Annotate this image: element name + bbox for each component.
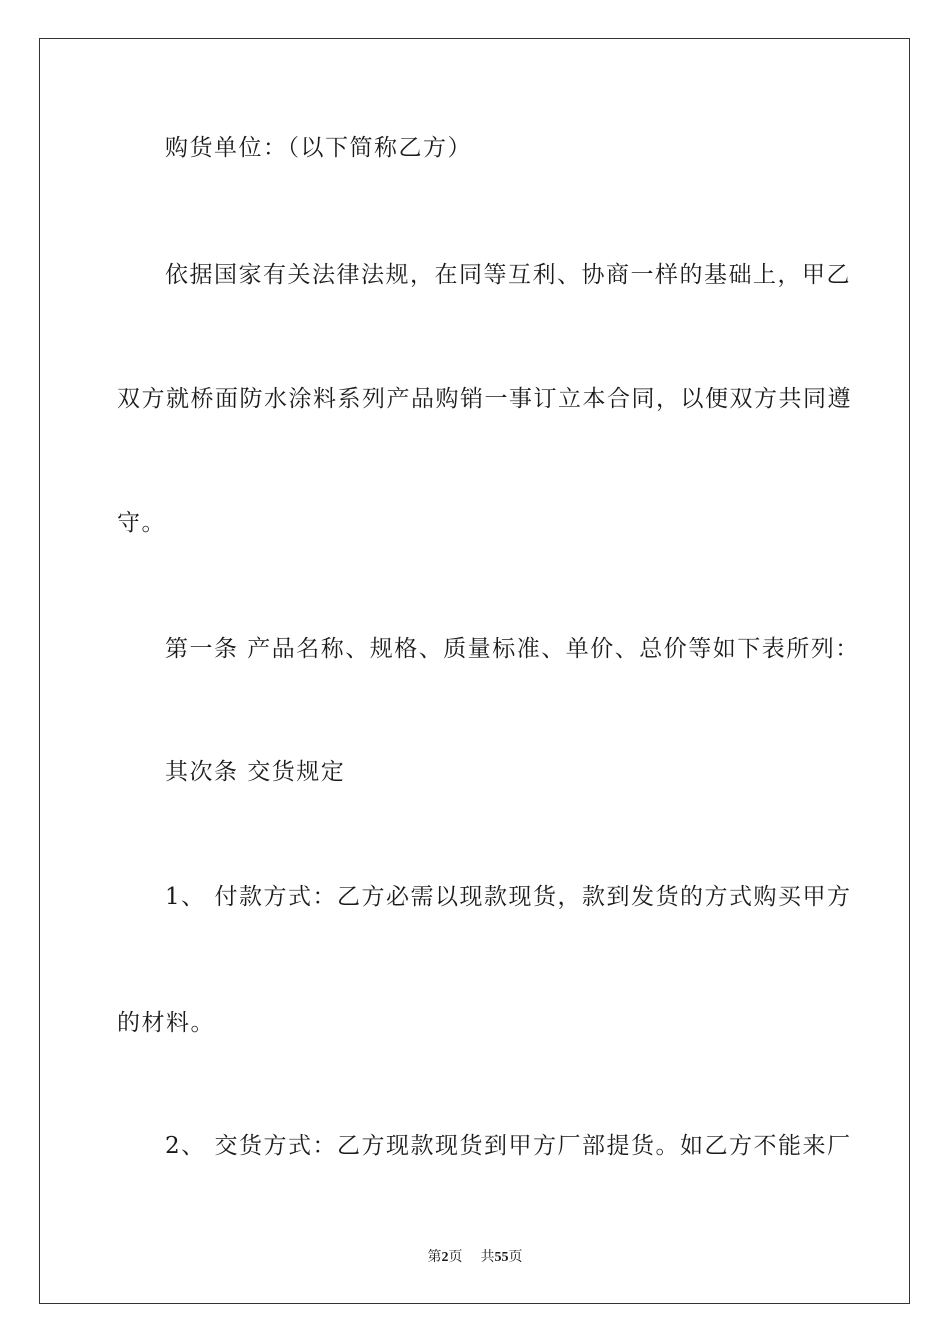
article-2-heading: 其次条 交货规定 <box>165 759 346 785</box>
clause-2-line-1: 2、 交货方式：乙方现款现货到甲方厂部提货。如乙方不能来厂 <box>165 1133 852 1159</box>
paragraph-intro-line-2: 双方就桥面防水涂料系列产品购销一事订立本合同，以便双方共同遵 <box>117 386 852 412</box>
footer-page-prefix: 第 <box>427 1250 442 1265</box>
footer-total-pages: 55 <box>494 1250 509 1265</box>
footer-page-number: 2 <box>441 1250 449 1265</box>
page-footer <box>0 1246 950 1266</box>
page-border <box>39 38 910 1304</box>
clause-1-line-2: 的材料。 <box>117 1010 215 1036</box>
clause-1-line-1: 1、 付款方式：乙方必需以现款现货，款到发货的方式购买甲方 <box>165 884 852 910</box>
footer-total-suffix: 页 <box>508 1250 523 1265</box>
article-1-heading: 第一条 产品名称、规格、质量标准、单价、总价等如下表所列： <box>165 636 860 662</box>
purchaser-line: 购货单位：（以下简称乙方） <box>165 135 472 161</box>
paragraph-intro-line-3: 守。 <box>117 510 166 536</box>
footer-total-prefix: 共 <box>480 1250 495 1265</box>
paragraph-intro-line-1: 依据国家有关法律法规，在同等互利、协商一样的基础上，甲乙 <box>165 262 851 288</box>
footer-page-suffix: 页 <box>448 1250 463 1265</box>
